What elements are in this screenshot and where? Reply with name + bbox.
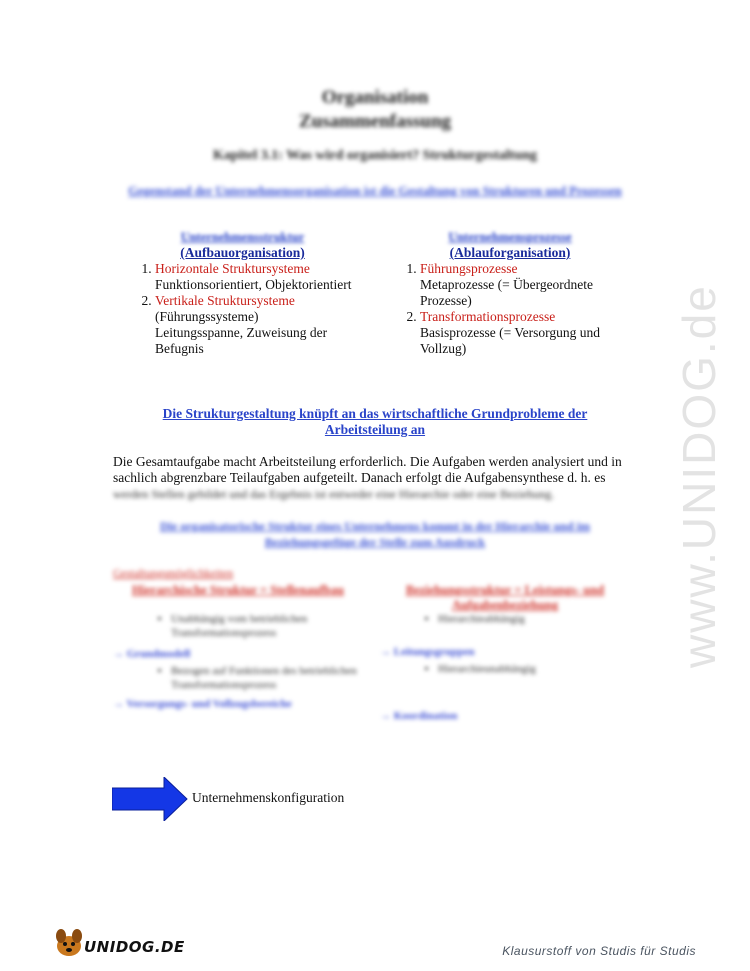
section2-paragraph-cont: werden Stellen gebildet und das Ergebnis ist entweder eine Hierarchie oder eine Beziehung. — [113, 487, 555, 501]
right-arrow-icon — [112, 777, 188, 821]
title-line-1: Organisation — [321, 87, 429, 108]
left-item-1-detail: Funktionsorientiert, Objektorientiert — [155, 277, 352, 292]
right-item-1-detail: Metaprozesse (= Übergeordnete Prozesse) — [420, 277, 594, 308]
right-bullet-2: • Hierarchieunabhängig — [438, 662, 630, 676]
right-item-2-title: Transformationsprozesse — [420, 309, 556, 324]
right-bullet-list-1 — [380, 612, 630, 626]
left-arrow-1: → Grundmodell — [113, 648, 191, 660]
footer-logo-text: UNIDOG.DE — [84, 938, 185, 956]
section3-left-head: Hierarchische Struktur = Stellenaufbau — [132, 583, 344, 597]
left-bullet-list-2 — [113, 664, 383, 692]
right-item-1 — [420, 261, 640, 309]
section3-right-block — [380, 612, 630, 722]
right-item-2-detail: Basisprozesse (= Versorgung und Vollzug) — [420, 325, 600, 356]
subject-line: Gegenstand der Unternehmensorganisation ist die Gestaltung von Strukturen und Prozessen — [128, 184, 622, 198]
right-heading-1: Unternehmensprozesse — [448, 230, 572, 244]
left-list — [115, 261, 370, 357]
section3-heading: Die organisatorische Struktur eines Unternehmens kommt in der Hierarchie und im Beziehungsgefüge der Stelle zum Ausdruck — [160, 519, 590, 549]
watermark: www.UNIDOG.de — [673, 284, 725, 668]
left-heading-2: (Aufbauorganisation) — [180, 245, 305, 260]
right-bullet-1: • Hierarchieabhängig — [438, 612, 630, 626]
right-column — [380, 230, 640, 357]
left-arrow-2: → Versorgungs- und Vollzugsbereiche — [113, 698, 292, 710]
right-arrow-2: → Koordination — [380, 710, 458, 722]
right-list — [380, 261, 640, 357]
left-item-2-detail: (Führungssysteme) Leitungsspanne, Zuweisung der Befugnis — [155, 309, 328, 356]
right-heading-2: (Ablauforganisation) — [449, 245, 571, 260]
section3-left-block — [113, 612, 383, 710]
right-item-1-title: Führungsprozesse — [420, 261, 518, 276]
title-line-2: Zusammenfassung — [298, 111, 452, 132]
left-heading-1: Unternehmensstruktur — [180, 230, 305, 244]
section2-paragraph: Die Gesamtaufgabe macht Arbeitsteilung erforderlich. Die Aufgaben werden analysiert und in sachlich abgrenzbare Teilaufgaben aufgeteilt. Danach erfolgt die Aufgabensynthese d. h. es — [113, 454, 622, 485]
right-item-2 — [420, 309, 640, 357]
left-item-2 — [155, 293, 370, 357]
arrow-label: Unternehmenskonfiguration — [192, 790, 345, 805]
section2-heading: Die Strukturgestaltung knüpft an das wirtschaftliche Grundprobleme der Arbeitsteilung an — [162, 406, 588, 437]
chapter-heading: Kapitel 3.1: Was wird organisiert? Strukturgestaltung — [212, 148, 538, 163]
section3-label: Gestaltungsmöglichkeiten — [113, 568, 234, 580]
right-bullet-list-2 — [380, 662, 630, 676]
dog-logo-icon — [52, 928, 86, 958]
left-item-2-title: Vertikale Struktursysteme — [155, 293, 295, 308]
page-title — [0, 86, 750, 134]
left-bullet-2: • Bezogen auf Funktionen des betrieblichen Transformationsprozess — [171, 664, 383, 692]
left-item-1-title: Horizontale Struktursysteme — [155, 261, 310, 276]
left-bullet-1: • Unabhängig vom betrieblichen Transformationsprozess — [171, 612, 383, 640]
left-bullet-list-1 — [113, 612, 383, 640]
left-column — [115, 230, 370, 357]
right-arrow-1: → Leitungsgruppen — [380, 646, 475, 658]
section3-right-head: Beziehungsstruktur = Leistungs- und Aufgabenbeziehung — [405, 583, 605, 612]
footer-tagline: Klausurstoff von Studis für Studis — [502, 944, 696, 958]
left-item-1 — [155, 261, 370, 293]
